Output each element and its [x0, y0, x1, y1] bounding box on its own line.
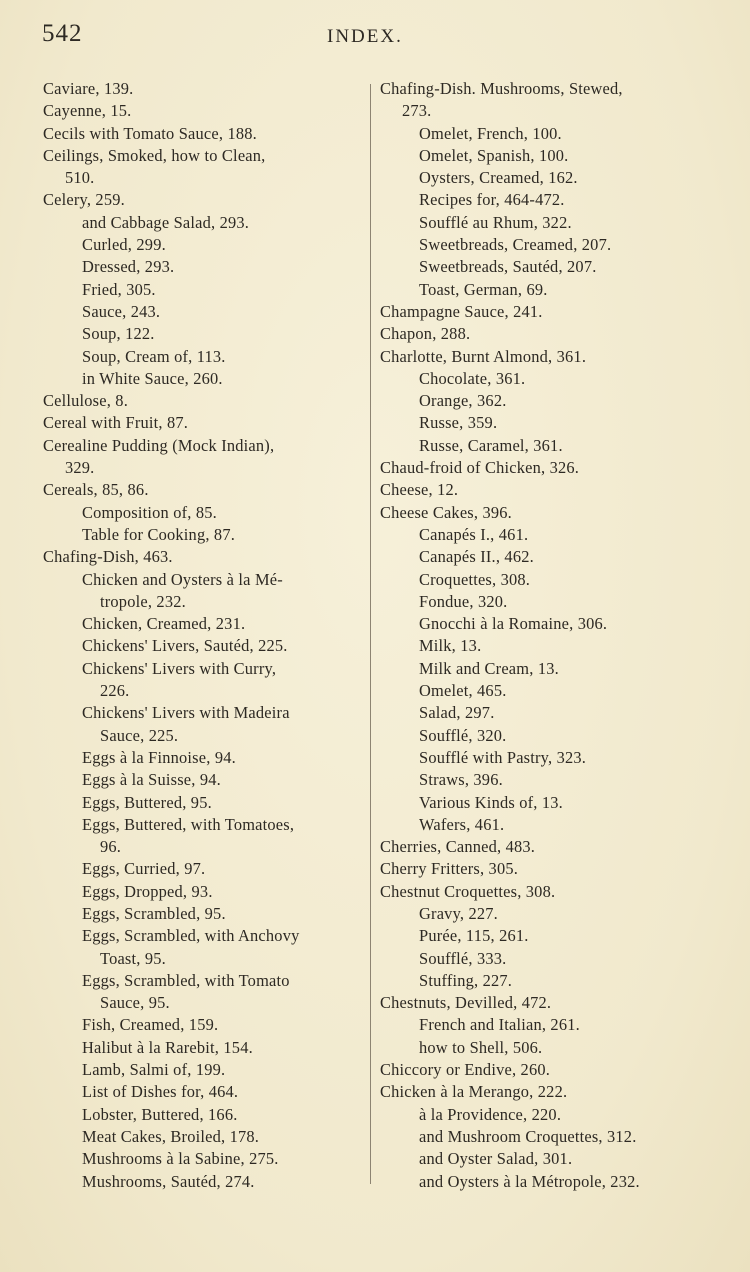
entry-text: Fried, 305.: [82, 279, 156, 299]
index-subentry: [380, 1104, 700, 1126]
entry-text: Chiccory or Endive, 260.: [380, 1060, 551, 1080]
index-subentry: [380, 591, 700, 613]
entry-text: Omelet, French, 100.: [419, 123, 562, 143]
index-subentry: [380, 814, 700, 836]
index-subentry: [380, 524, 700, 546]
entry-text: Eggs, Scrambled, 95.: [82, 903, 226, 923]
entry-text: Purée, 115, 261.: [419, 926, 529, 946]
entry-text: Sauce, 243.: [82, 301, 161, 321]
index-subentry: [43, 301, 365, 323]
entry-text: Champagne Sauce, 241.: [380, 301, 543, 321]
index-subentry: [380, 658, 700, 680]
index-subentry: [43, 792, 365, 814]
entry-text: Cheese Cakes, 396.: [380, 502, 512, 522]
index-entry: [380, 346, 700, 368]
index-subentry: [380, 189, 700, 211]
index-subentry: [380, 903, 700, 925]
entry-text: Cecils with Tomato Sauce, 188.: [43, 123, 257, 143]
index-subentry: [43, 1148, 365, 1170]
index-subentry: [43, 1171, 365, 1193]
index-column-left: [43, 78, 365, 1193]
entry-text: Chicken à la Merango, 222.: [380, 1082, 568, 1102]
index-subentry: [43, 858, 365, 880]
entry-continuation: 510.: [65, 168, 95, 188]
index-entry: [43, 435, 365, 480]
entry-text: Eggs, Scrambled, with Tomato: [82, 970, 290, 990]
index-subentry: [43, 903, 365, 925]
index-subentry: [43, 1014, 365, 1036]
entry-text: Soup, Cream of, 113.: [82, 346, 226, 366]
entry-continuation: 226.: [100, 681, 130, 701]
entry-text: Sweetbreads, Sautéd, 207.: [419, 257, 597, 277]
index-subentry: [380, 613, 700, 635]
entry-text: Composition of, 85.: [82, 502, 217, 522]
index-subentry: [380, 390, 700, 412]
entry-text: Various Kinds of, 13.: [419, 792, 563, 812]
entry-text: Chickens' Livers, Sautéd, 225.: [82, 636, 288, 656]
index-subentry: [43, 814, 365, 859]
entry-continuation: Toast, 95.: [100, 948, 166, 968]
entry-text: Eggs à la Suisse, 94.: [82, 770, 221, 790]
entry-text: Russe, Caramel, 361.: [419, 435, 563, 455]
index-subentry: [380, 769, 700, 791]
index-subentry: [43, 524, 365, 546]
entry-text: Russe, 359.: [419, 413, 498, 433]
index-entry: [380, 457, 700, 479]
entry-text: Eggs, Buttered, 95.: [82, 792, 212, 812]
entry-continuation: tropole, 232.: [100, 591, 186, 611]
index-entry: [43, 100, 365, 122]
entry-text: Lobster, Buttered, 166.: [82, 1104, 238, 1124]
entry-text: Eggs, Scrambled, with Anchovy: [82, 926, 300, 946]
entry-text: Soufflé, 320.: [419, 725, 507, 745]
entry-text: Charlotte, Burnt Almond, 361.: [380, 346, 587, 366]
index-subentry: [43, 256, 365, 278]
entry-text: Cherries, Canned, 483.: [380, 837, 536, 857]
index-subentry: [43, 502, 365, 524]
entry-text: Eggs à la Finnoise, 94.: [82, 747, 236, 767]
index-subentry: [43, 702, 365, 747]
index-subentry: [43, 212, 365, 234]
entry-text: Dressed, 293.: [82, 257, 175, 277]
entry-text: Cereal with Fruit, 87.: [43, 413, 189, 433]
index-subentry: [380, 435, 700, 457]
entry-text: Croquettes, 308.: [419, 569, 531, 589]
index-entry: [43, 145, 365, 190]
entry-text: Cereals, 85, 86.: [43, 480, 149, 500]
index-subentry: [43, 1104, 365, 1126]
entry-text: Omelet, 465.: [419, 681, 507, 701]
entry-text: Mushrooms, Sautéd, 274.: [82, 1171, 255, 1191]
entry-text: Ceilings, Smoked, how to Clean,: [43, 145, 266, 165]
entry-text: and Mushroom Croquettes, 312.: [419, 1126, 637, 1146]
entry-text: Milk, 13.: [419, 636, 482, 656]
entry-text: Soufflé, 333.: [419, 948, 507, 968]
index-subentry: [43, 658, 365, 703]
entry-continuation: 96.: [100, 837, 122, 857]
index-entry: [380, 858, 700, 880]
index-subentry: [43, 346, 365, 368]
entry-text: Milk and Cream, 13.: [419, 658, 559, 678]
entry-text: in White Sauce, 260.: [82, 368, 223, 388]
entry-text: Fish, Creamed, 159.: [82, 1015, 219, 1035]
entry-text: and Oyster Salad, 301.: [419, 1149, 573, 1169]
index-subentry: [380, 123, 700, 145]
entry-text: Cheese, 12.: [380, 480, 459, 500]
entry-text: Cherry Fritters, 305.: [380, 859, 519, 879]
index-entry: [43, 479, 365, 501]
entry-text: Chafing-Dish. Mushrooms, Stewed,: [380, 79, 623, 98]
entry-text: and Cabbage Salad, 293.: [82, 212, 250, 232]
index-subentry: [380, 279, 700, 301]
entry-text: Table for Cooking, 87.: [82, 524, 236, 544]
entry-text: Curled, 299.: [82, 235, 166, 255]
entry-text: Chocolate, 361.: [419, 368, 526, 388]
entry-text: Canapés I., 461.: [419, 524, 529, 544]
index-subentry: [380, 256, 700, 278]
index-subentry: [380, 167, 700, 189]
index-subentry: [43, 569, 365, 614]
index-entry: [380, 78, 700, 123]
entry-text: Lamb, Salmi of, 199.: [82, 1060, 226, 1080]
entry-text: Stuffing, 227.: [419, 970, 513, 990]
entry-text: Eggs, Dropped, 93.: [82, 881, 213, 901]
entry-text: Fondue, 320.: [419, 591, 508, 611]
column-rule: [370, 84, 371, 1184]
entry-text: Soup, 122.: [82, 324, 155, 344]
entry-text: Chicken and Oysters à la Mé-: [82, 569, 283, 589]
index-subentry: [43, 368, 365, 390]
index-entry: [380, 992, 700, 1014]
index-entry: [43, 78, 365, 100]
index-subentry: [380, 680, 700, 702]
entry-text: Gravy, 227.: [419, 903, 498, 923]
entry-text: Canapés II., 462.: [419, 547, 534, 567]
index-entry: [380, 323, 700, 345]
index-subentry: [43, 279, 365, 301]
entry-continuation: 329.: [65, 458, 95, 478]
index-subentry: [380, 635, 700, 657]
index-entry: [380, 881, 700, 903]
index-entry: [43, 123, 365, 145]
entry-text: Mushrooms à la Sabine, 275.: [82, 1149, 279, 1169]
entry-text: Orange, 362.: [419, 391, 507, 411]
entry-text: Cerealine Pudding (Mock Indian),: [43, 435, 275, 455]
entry-text: Chickens' Livers with Curry,: [82, 658, 277, 678]
entry-text: à la Providence, 220.: [419, 1104, 562, 1124]
entry-text: Oysters, Creamed, 162.: [419, 168, 578, 188]
index-subentry: [43, 925, 365, 970]
index-subentry: [380, 1171, 700, 1193]
index-subentry: [43, 769, 365, 791]
index-subentry: [380, 747, 700, 769]
entry-text: Halibut à la Rarebit, 154.: [82, 1037, 253, 1057]
index-column-right: [380, 78, 700, 1193]
index-subentry: [380, 1148, 700, 1170]
index-subentry: [380, 234, 700, 256]
entry-text: Gnocchi à la Romaine, 306.: [419, 614, 608, 634]
entry-text: Sweetbreads, Creamed, 207.: [419, 235, 612, 255]
index-entry: [380, 1059, 700, 1081]
running-head: INDEX.: [327, 26, 403, 47]
entry-text: Eggs, Buttered, with Tomatoes,: [82, 814, 295, 834]
entry-text: Soufflé au Rhum, 322.: [419, 212, 572, 232]
index-subentry: [380, 212, 700, 234]
index-subentry: [380, 792, 700, 814]
entry-text: Caviare, 139.: [43, 79, 134, 98]
index-subentry: [43, 635, 365, 657]
entry-text: Chestnuts, Devilled, 472.: [380, 993, 552, 1013]
index-entry: [43, 546, 365, 568]
entry-text: Chestnut Croquettes, 308.: [380, 881, 556, 901]
index-subentry: [43, 970, 365, 1015]
index-subentry: [43, 323, 365, 345]
entry-text: Omelet, Spanish, 100.: [419, 145, 569, 165]
index-entry: [380, 301, 700, 323]
index-entry: [380, 479, 700, 501]
page-number: 542: [42, 20, 83, 47]
entry-text: Eggs, Curried, 97.: [82, 859, 206, 879]
entry-text: Cayenne, 15.: [43, 101, 132, 121]
entry-text: Salad, 297.: [419, 703, 495, 723]
index-subentry: [380, 970, 700, 992]
entry-text: how to Shell, 506.: [419, 1037, 543, 1057]
entry-text: Chaud-froid of Chicken, 326.: [380, 458, 580, 478]
entry-text: Chicken, Creamed, 231.: [82, 614, 246, 634]
entry-continuation: Sauce, 95.: [100, 993, 170, 1013]
page-header: [42, 20, 710, 54]
index-subentry: [43, 1126, 365, 1148]
index-subentry: [43, 234, 365, 256]
entry-text: Celery, 259.: [43, 190, 125, 210]
index-subentry: [380, 569, 700, 591]
index-subentry: [380, 145, 700, 167]
index-subentry: [380, 1037, 700, 1059]
index-subentry: [43, 747, 365, 769]
entry-text: Meat Cakes, Broiled, 178.: [82, 1126, 260, 1146]
index-subentry: [380, 368, 700, 390]
entry-text: Toast, German, 69.: [419, 279, 548, 299]
index-entry: [380, 836, 700, 858]
index-subentry: [43, 1081, 365, 1103]
index-entry: [43, 189, 365, 211]
index-subentry: [380, 412, 700, 434]
entry-continuation: 273.: [402, 101, 432, 121]
index-subentry: [380, 546, 700, 568]
entry-text: Straws, 396.: [419, 770, 503, 790]
index-subentry: [380, 1014, 700, 1036]
entry-text: List of Dishes for, 464.: [82, 1082, 239, 1102]
index-subentry: [43, 1059, 365, 1081]
entry-continuation: Sauce, 225.: [100, 725, 179, 745]
entry-text: Recipes for, 464-472.: [419, 190, 565, 210]
entry-text: Soufflé with Pastry, 323.: [419, 747, 587, 767]
index-subentry: [380, 948, 700, 970]
index-subentry: [380, 725, 700, 747]
index-entry: [380, 1081, 700, 1103]
index-subentry: [43, 613, 365, 635]
entry-text: French and Italian, 261.: [419, 1015, 580, 1035]
index-subentry: [43, 881, 365, 903]
index-subentry: [43, 1037, 365, 1059]
entry-text: Chapon, 288.: [380, 324, 471, 344]
entry-text: and Oysters à la Métropole, 232.: [419, 1171, 640, 1191]
index-subentry: [380, 702, 700, 724]
index-subentry: [380, 1126, 700, 1148]
index-entry: [43, 412, 365, 434]
index-entry: [380, 502, 700, 524]
entry-text: Chafing-Dish, 463.: [43, 547, 173, 567]
entry-text: Cellulose, 8.: [43, 391, 129, 411]
index-entry: [43, 390, 365, 412]
index-subentry: [380, 925, 700, 947]
entry-text: Chickens' Livers with Madeira: [82, 703, 290, 723]
entry-text: Wafers, 461.: [419, 814, 505, 834]
